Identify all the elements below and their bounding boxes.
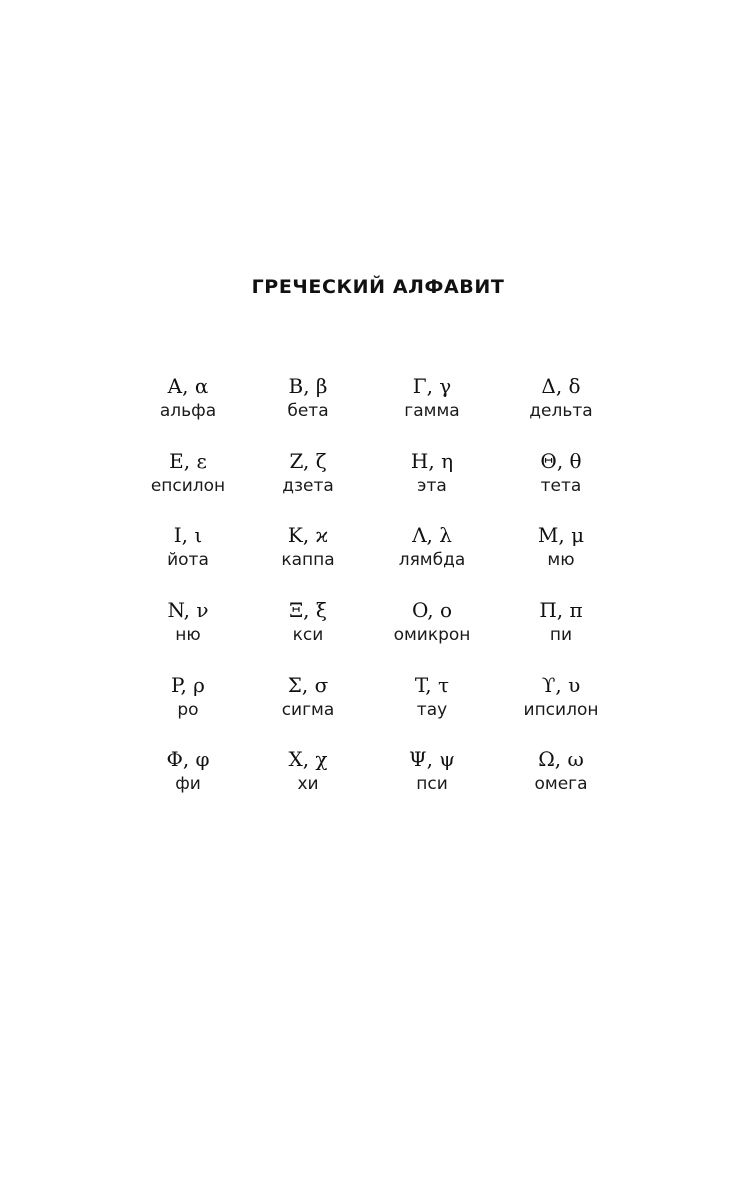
letter-pair: X, χ [288,747,328,771]
letter-pair: I, ι [173,523,203,547]
letter-pair: Λ, λ [412,523,452,547]
letter-name: дзета [282,476,334,496]
letter-name: тау [416,700,448,720]
letter-name: ро [177,700,199,720]
letter-name: гамма [404,401,460,421]
letter-pair: N, ν [167,598,209,622]
letter-pair: P, ρ [171,673,205,697]
letter-cell [357,747,507,794]
letter-pair: H, η [410,449,454,473]
letter-name: ипсилон [523,700,599,720]
letter-name: альфа [159,401,217,421]
letter-name: каппа [281,550,335,570]
letter-cell [486,523,636,570]
letter-name: тета [540,476,582,496]
letter-pair: Θ, θ [540,449,582,473]
letter-cell [486,374,636,421]
letter-name: хи [297,774,319,794]
letter-pair: Ω, ω [538,747,584,771]
letter-pair: Π, π [539,598,583,622]
letter-cell [486,449,636,496]
letter-pair: Ψ, ψ [409,747,455,771]
letter-name: епсилон [150,476,226,496]
letter-name: мю [547,550,575,570]
letter-name: омега [534,774,588,794]
letter-name: сигма [281,700,335,720]
letter-pair: T, τ [414,673,450,697]
letter-pair: M, μ [537,523,585,547]
letter-cell [357,523,507,570]
letter-pair: A, α [167,374,209,398]
letter-pair: Δ, δ [541,374,581,398]
letter-cell [357,449,507,496]
letter-cell [357,673,507,720]
letter-name: фи [175,774,201,794]
letter-name: ню [175,625,201,645]
letter-name: дельта [529,401,593,421]
letter-name: кси [292,625,324,645]
letter-name: бета [287,401,329,421]
letter-pair: ϒ, υ [541,673,581,697]
letter-pair: K, ϰ [287,523,329,547]
letter-pair: Σ, σ [287,673,329,697]
letter-name: эта [417,476,447,496]
letter-name: йота [167,550,209,570]
letter-name: пси [416,774,448,794]
letter-pair: Ξ, ξ [289,598,327,622]
letter-cell [486,673,636,720]
letter-cell [357,598,507,645]
letter-pair: O, o [412,598,452,622]
letter-name: лямбда [398,550,466,570]
letter-pair: E, ε [169,449,207,473]
letter-pair: Z, ζ [289,449,327,473]
letter-cell [357,374,507,421]
page-title: ГРЕЧЕСКИЙ АЛФАВИТ [251,276,505,298]
letter-name: пи [549,625,573,645]
letter-pair: B, β [288,374,328,398]
letter-cell [486,747,636,794]
letter-name: омикрон [393,625,471,645]
letter-cell [486,598,636,645]
letter-pair: Φ, φ [166,747,210,771]
letter-pair: Γ, γ [412,374,452,398]
